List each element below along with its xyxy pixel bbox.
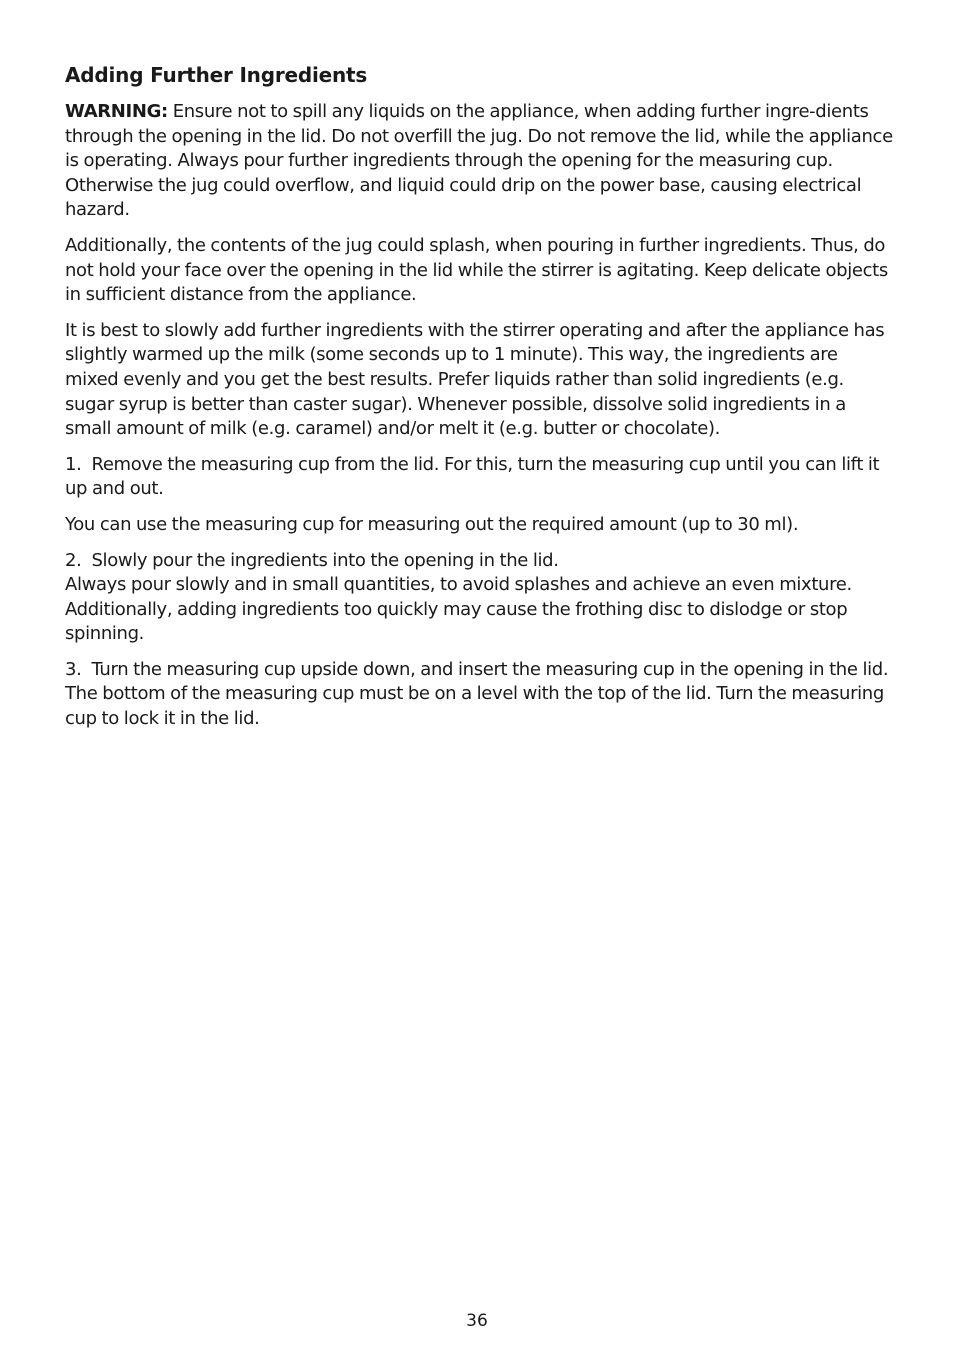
warning-paragraph (65, 100, 893, 223)
step-text: Remove the measuring cup from the lid. For this, turn the measuring cup until you can lift it up and out. (65, 453, 880, 500)
step-3 (65, 658, 893, 732)
warning-label: WARNING: (65, 101, 168, 122)
section-heading: Adding Further Ingredients (65, 63, 368, 87)
step-1 (65, 453, 893, 502)
step-extra-text: Always pour slowly and in small quantities, to avoid splashes and achieve an even mixture. Additionally, adding ingredients too quickly may cause the frothing disc to dislodge or stop spinning. (65, 574, 852, 645)
splash-paragraph: Additionally, the contents of the jug could splash, when pouring in further ingredients. Thus, do not hold your face over the opening in the lid while the stirrer is agitating. Keep delicate objects in sufficient distance from the appliance. (65, 234, 888, 306)
step-number: 2. (65, 549, 82, 571)
step-1-note: You can use the measuring cup for measuring out the required amount (up to 30 ml). (65, 513, 799, 535)
step-number: 3. (65, 658, 82, 680)
best-practice-paragraph: It is best to slowly add further ingredients with the stirrer operating and after the appliance has slightly warmed up the milk (some seconds up to 1 minute). This way, the ingredients are mixed evenly and you get the best results. Prefer liquids rather than solid ingredients (e.g. sugar syrup is better than caster sugar). Whenever possible, dissolve solid ingredients in a small amount of milk (e.g. caramel) and/or melt it (e.g. butter or chocolate). (65, 319, 885, 440)
step-text: Turn the measuring cup upside down, and insert the measuring cup in the opening in the lid. The bottom of the measuring cup must be on a level with the top of the lid. Turn the measuring cup to lock it in the lid. (65, 658, 889, 730)
warning-text: Ensure not to spill any liquids on the appliance, when adding further ingre-dients through the opening in the lid. Do not overfill the jug. Do not remove the lid, while the appliance is operating. Always pour further ingredients through the opening for the measuring cup. Otherwise the jug could overflow, and liquid could drip on the power base, causing electrical hazard. (65, 101, 893, 221)
document-page (65, 60, 893, 743)
page-number: 36 (466, 1311, 488, 1331)
step-2 (65, 549, 893, 647)
step-text: Slowly pour the ingredients into the opening in the lid. (91, 549, 559, 571)
step-number: 1. (65, 453, 82, 475)
